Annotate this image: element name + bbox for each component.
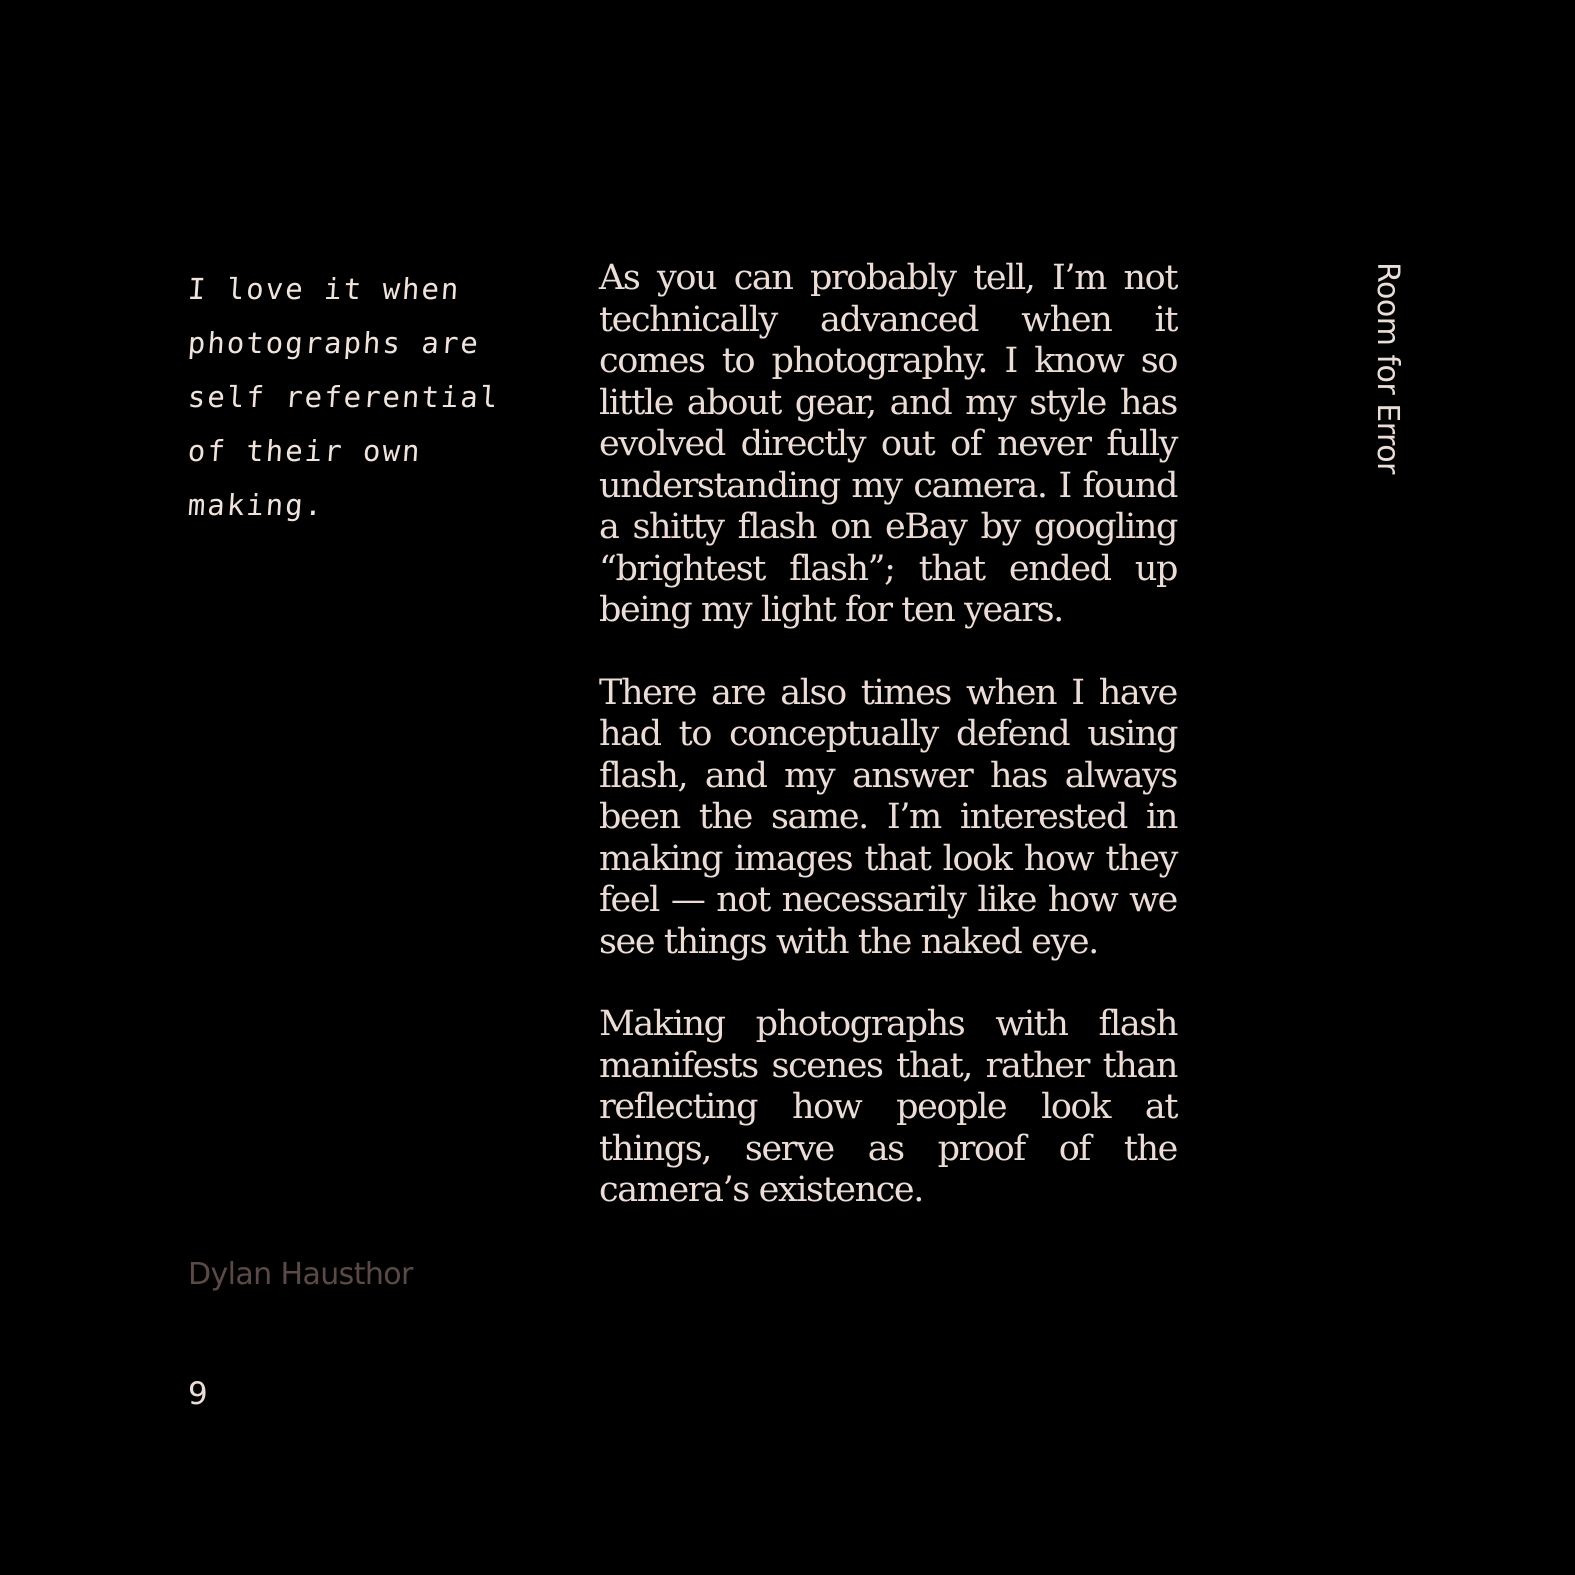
page-number: 9 bbox=[188, 1376, 208, 1412]
handwritten-note-line: photographs are bbox=[186, 326, 482, 360]
body-text bbox=[599, 258, 1177, 1253]
running-title: Room for Error bbox=[1370, 262, 1405, 474]
body-paragraph: As you can probably tell, I’m not technically advanced when it comes to photography. I know so little about gear, and my style has evolved directly out of never fully understanding my camera. I found a shitty flash on eBay by googling “brightest flash”; that ended up being my light for ten years. bbox=[599, 258, 1177, 630]
author-name: Dylan Hausthor bbox=[188, 1257, 413, 1292]
handwritten-note-line: making. bbox=[186, 488, 326, 522]
handwritten-note-line: self referential bbox=[186, 380, 501, 414]
handwritten-note-line: of their own bbox=[186, 434, 423, 468]
body-paragraph: Making photographs with flash manifests scenes that, rather than reflecting how people look at things, serve as proof of the camera’s existence. bbox=[599, 1004, 1177, 1210]
handwritten-note bbox=[188, 262, 558, 532]
body-paragraph: There are also times when I have had to conceptually defend using flash, and my answer has always been the same. I’m interested in making images that look how they feel — not necessarily like how we see things with the naked eye. bbox=[599, 672, 1177, 962]
handwritten-note-line: I love it when bbox=[186, 272, 462, 306]
